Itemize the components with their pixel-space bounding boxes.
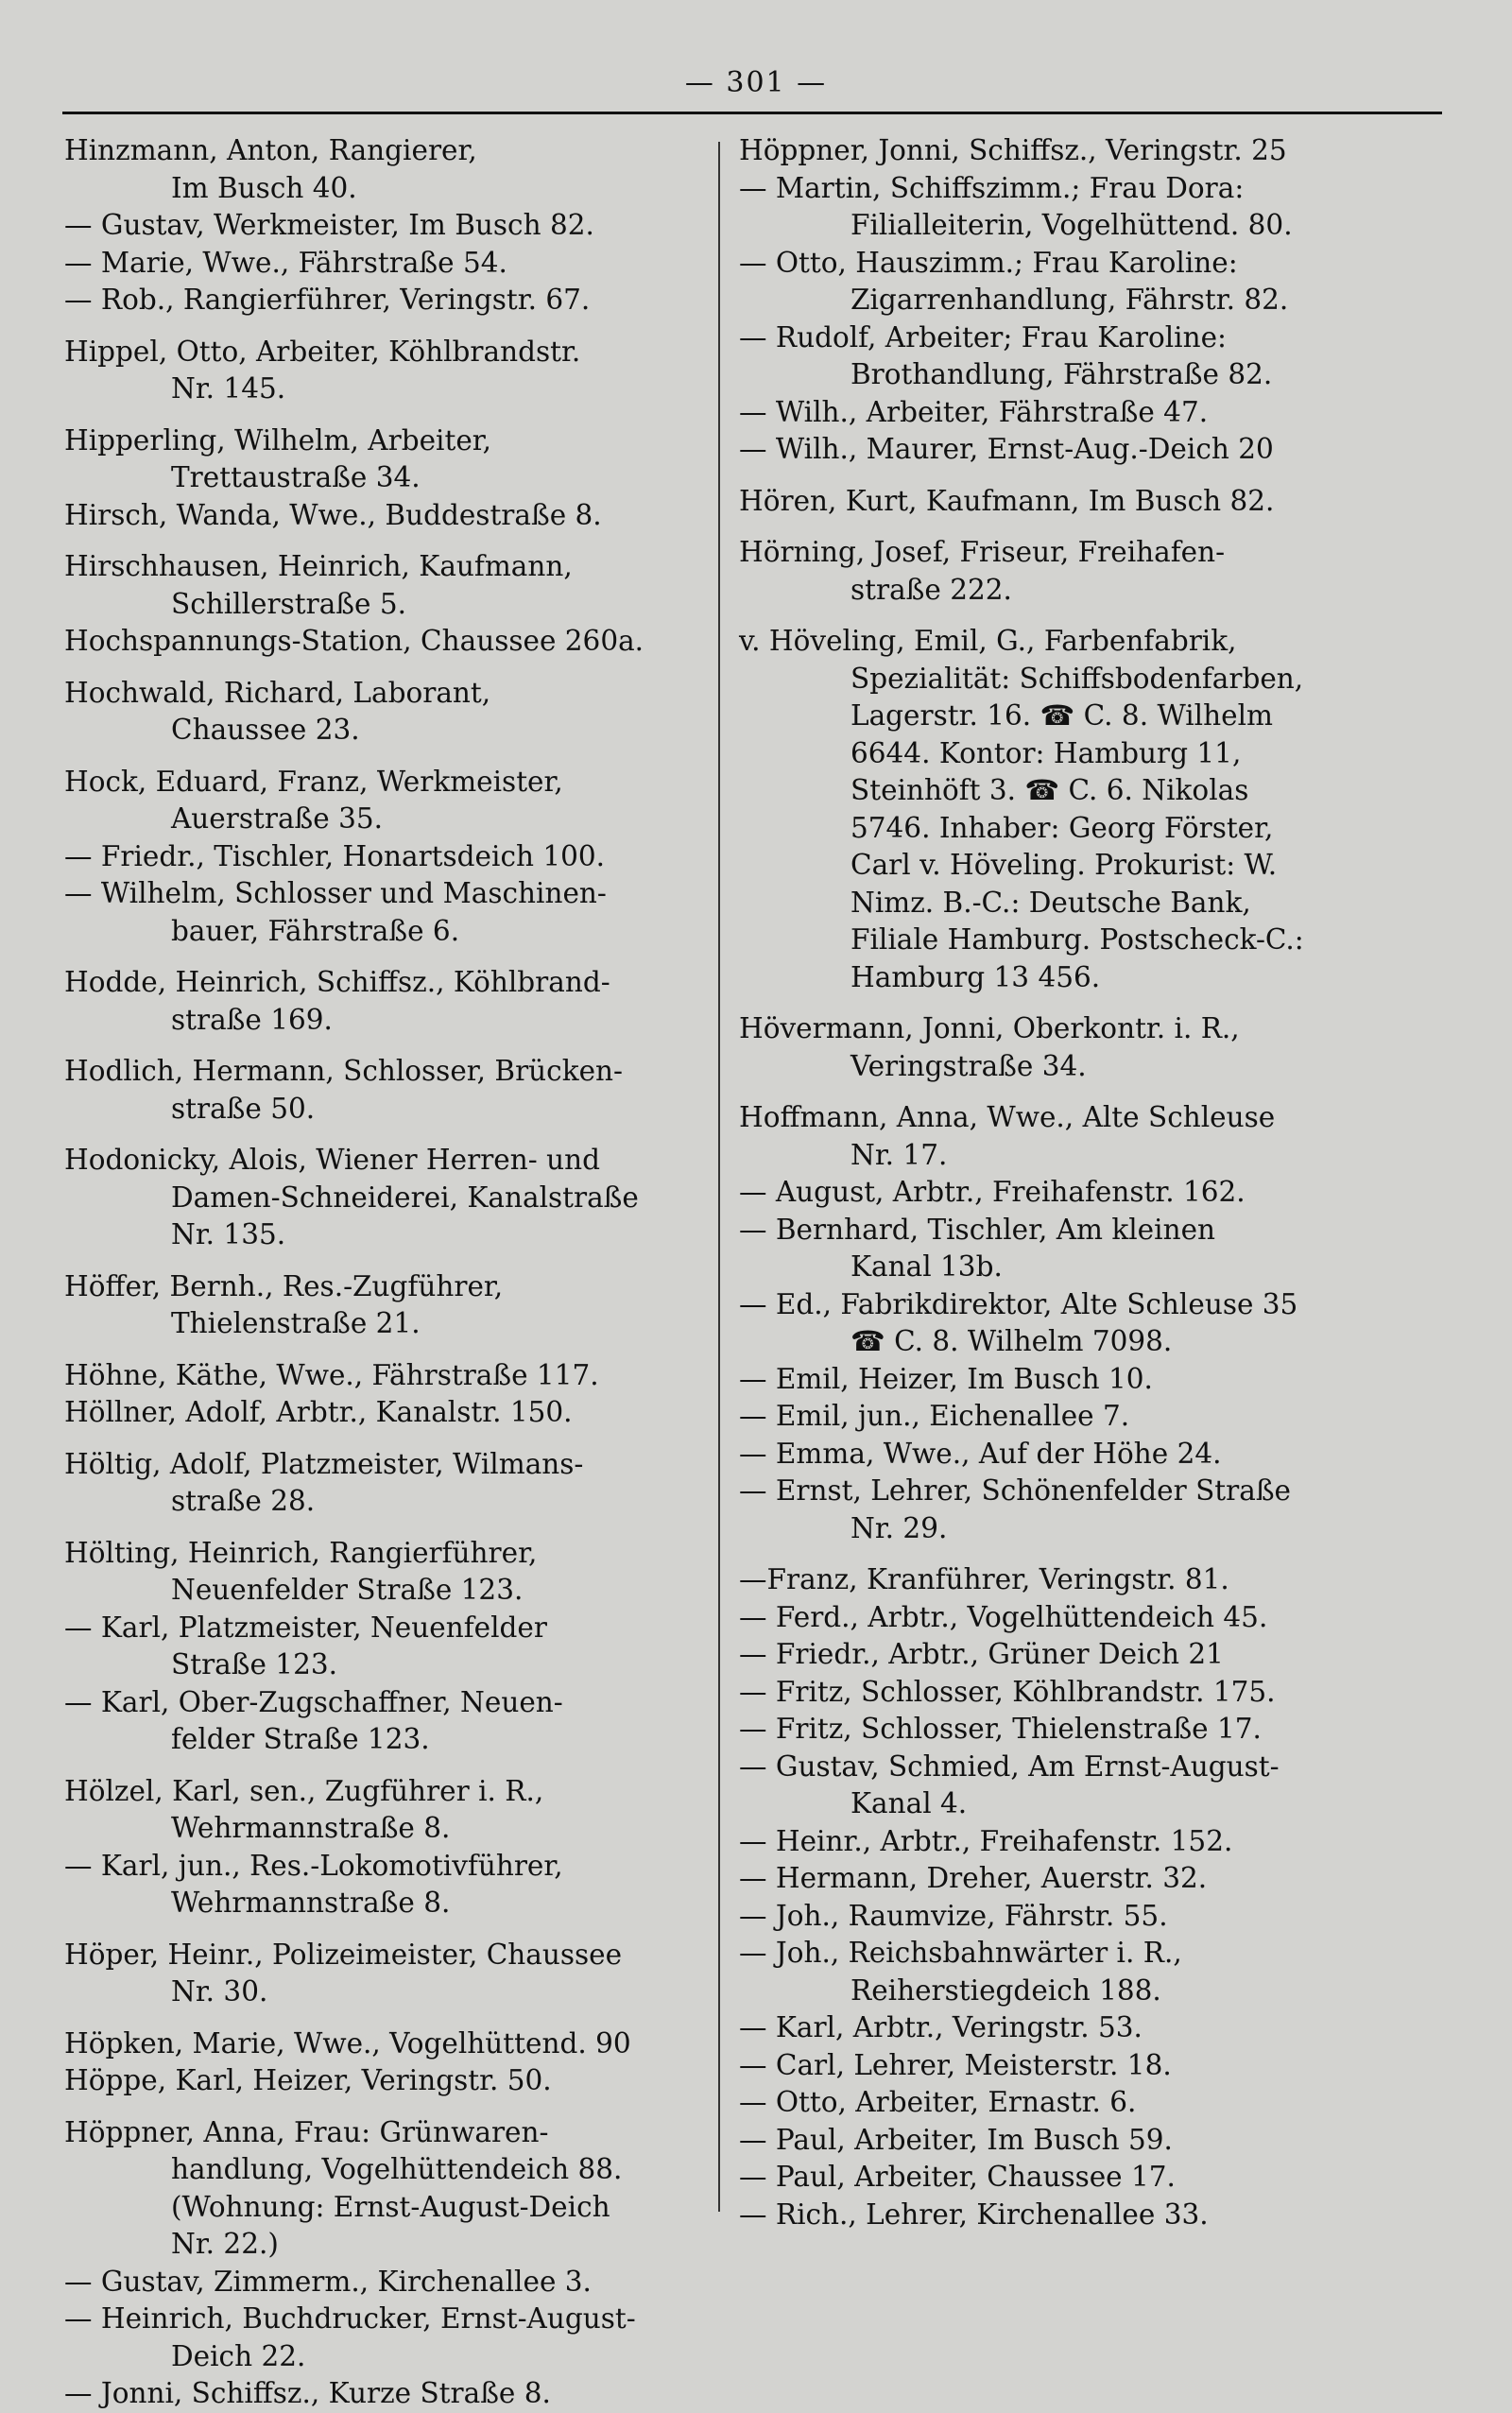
directory-entry <box>64 245 726 283</box>
entry-continuation-line: Nimz. B.-C.: Deutsche Bank, <box>850 886 1251 919</box>
entry-line: — Rich., Lehrer, Kirchenallee 33. <box>739 2198 1209 2231</box>
directory-entry <box>64 2025 726 2063</box>
entry-line: Höppe, Karl, Heizer, Veringstr. 50. <box>64 2064 552 2096</box>
directory-entry <box>64 1394 726 1432</box>
entry-line: Hövermann, Jonni, Oberkontr. i. R., <box>739 1012 1240 1044</box>
right-column <box>739 132 1400 2233</box>
entry-continuation-line: Hamburg 13 456. <box>850 960 1101 993</box>
entry-continuation-line: Reiherstiegdeich 188. <box>850 1973 1161 2007</box>
directory-entry <box>739 1823 1400 1861</box>
directory-entry <box>64 1848 726 1922</box>
entry-continuation-line: Damen-Schneiderei, Kanalstraße <box>171 1181 639 1214</box>
directory-entry <box>64 207 726 245</box>
entry-line: — Joh., Reichsbahnwärter i. R., <box>739 1937 1182 1969</box>
entry-continuation-line: Nr. 29. <box>850 1511 948 1544</box>
entry-line: — Rob., Rangierführer, Veringstr. 67. <box>64 284 591 316</box>
directory-entry <box>64 497 726 535</box>
directory-entry <box>64 1684 726 1759</box>
directory-entry <box>739 1398 1400 1436</box>
directory-entry <box>739 1436 1400 1474</box>
directory-entry <box>739 170 1400 245</box>
entry-line: — Wilh., Arbeiter, Fährstraße 47. <box>739 395 1209 428</box>
directory-entry <box>64 1268 726 1343</box>
entry-line: Hoffmann, Anna, Wwe., Alte Schleuse <box>739 1101 1276 1133</box>
entry-line: — Karl, Ober-Zugschaffner, Neuen- <box>64 1685 563 1718</box>
directory-entry <box>739 2084 1400 2122</box>
directory-entry <box>64 1053 726 1128</box>
header-rule <box>62 112 1442 114</box>
entry-line: Höppner, Anna, Frau: Grünwaren- <box>64 2115 549 2148</box>
entry-continuation-line: Nr. 17. <box>850 1138 948 1171</box>
directory-entry <box>64 2114 726 2264</box>
entry-line: Höllner, Adolf, Arbtr., Kanalstr. 150. <box>64 1396 573 1428</box>
entry-continuation-line: Filialleiterin, Vogelhüttend. 80. <box>850 209 1293 241</box>
directory-entry <box>64 764 726 838</box>
entry-line: — Ferd., Arbtr., Vogelhüttendeich 45. <box>739 1600 1268 1633</box>
entry-line: Hochspannungs-Station, Chaussee 260a. <box>64 625 644 657</box>
entry-continuation-line: Nr. 22.) <box>171 2228 279 2260</box>
entry-line: — Karl, Platzmeister, Neuenfelder <box>64 1611 547 1644</box>
entry-line: Höpken, Marie, Wwe., Vogelhüttend. 90 <box>64 2026 631 2060</box>
directory-entry <box>739 1212 1400 1286</box>
entry-continuation-line: Chaussee 23. <box>171 714 360 746</box>
directory-entry <box>739 1174 1400 1212</box>
entry-line: — Ed., Fabrikdirektor, Alte Schleuse 35 <box>739 1287 1298 1320</box>
directory-entry <box>739 1286 1400 1361</box>
directory-entry <box>64 132 726 207</box>
directory-entry <box>739 2159 1400 2197</box>
entry-continuation-line: Nr. 135. <box>171 1218 286 1250</box>
entry-continuation-line: Wehrmannstraße 8. <box>171 1887 451 1919</box>
directory-entry <box>739 2047 1400 2085</box>
entry-continuation-line: Zigarrenhandlung, Fährstr. 82. <box>850 284 1289 316</box>
entry-line: — Marie, Wwe., Fährstraße 54. <box>64 246 507 279</box>
entry-line: — Friedr., Tischler, Honartsdeich 100. <box>64 839 606 872</box>
directory-entry <box>739 2197 1400 2234</box>
entry-line: — Heinrich, Buchdrucker, Ernst-August- <box>64 2302 636 2335</box>
directory-entry <box>64 1142 726 1254</box>
directory-entry <box>64 838 726 876</box>
entry-line: — Martin, Schiffszimm.; Frau Dora: <box>739 171 1245 204</box>
entry-line: — Gustav, Schmied, Am Ernst-August- <box>739 1749 1280 1783</box>
entry-line: — Gustav, Zimmerm., Kirchenallee 3. <box>64 2265 592 2298</box>
entry-line: — Carl, Lehrer, Meisterstr. 18. <box>739 2048 1172 2081</box>
entry-line: Höltig, Adolf, Platzmeister, Wilmans- <box>64 1447 584 1480</box>
entry-line: — Gustav, Werkmeister, Im Busch 82. <box>64 209 594 241</box>
directory-entry <box>739 483 1400 521</box>
entry-line: — Paul, Arbeiter, Im Busch 59. <box>739 2123 1173 2156</box>
directory-entry <box>64 964 726 1039</box>
entry-continuation-line: ☎ C. 8. Wilhelm 7098. <box>850 1325 1173 1357</box>
directory-entry <box>64 1357 726 1395</box>
entry-continuation-line: 6644. Kontor: Hamburg 11, <box>850 736 1242 769</box>
entry-line: — Wilhelm, Schlosser und Maschinen- <box>64 877 607 909</box>
entry-continuation-line: Veringstraße 34. <box>850 1049 1087 1082</box>
entry-line: Hippel, Otto, Arbeiter, Köhlbrandstr. <box>64 335 581 368</box>
directory-entry <box>739 1636 1400 1674</box>
entry-continuation-line: Wehrmannstraße 8. <box>171 1812 451 1844</box>
entry-line: — Wilh., Maurer, Ernst-Aug.-Deich 20 <box>739 433 1274 465</box>
entry-continuation-line: straße 222. <box>850 573 1012 606</box>
entry-continuation-line: Kanal 13b. <box>850 1250 1003 1283</box>
entry-line: Höffer, Bernh., Res.-Zugführer, <box>64 1269 504 1302</box>
entry-continuation-line: Lagerstr. 16. ☎ C. 8. Wilhelm <box>850 699 1273 732</box>
entry-continuation-line: straße 28. <box>171 1485 316 1517</box>
entry-line: Höppner, Jonni, Schiffsz., Veringstr. 25 <box>739 134 1287 166</box>
entry-line: — Friedr., Arbtr., Grüner Deich 21 <box>739 1638 1224 1670</box>
entry-line: — Fritz, Schlosser, Thielenstraße 17. <box>739 1713 1262 1745</box>
entry-line: — Emil, jun., Eichenallee 7. <box>739 1400 1130 1432</box>
entry-line: Hodde, Heinrich, Schiffsz., Köhlbrand- <box>64 966 610 998</box>
entry-line: Hirsch, Wanda, Wwe., Buddestraße 8. <box>64 498 602 531</box>
entry-line: Hipperling, Wilhelm, Arbeiter, <box>64 423 492 457</box>
entry-line: — Paul, Arbeiter, Chaussee 17. <box>739 2161 1176 2193</box>
entry-continuation-line: Nr. 30. <box>171 1975 268 2008</box>
directory-entry <box>739 2009 1400 2047</box>
directory-entry <box>739 319 1400 394</box>
directory-entry <box>739 1674 1400 1712</box>
entry-continuation-line: Steinhöft 3. ☎ C. 6. Nikolas <box>850 774 1249 806</box>
directory-entry <box>739 1599 1400 1637</box>
page-number: — 301 — <box>684 66 828 99</box>
entry-continuation-line: bauer, Fährstraße 6. <box>171 914 460 947</box>
entry-line: Hochwald, Richard, Laborant, <box>64 676 491 709</box>
directory-entry <box>64 2264 726 2301</box>
entry-continuation-line: Neuenfelder Straße 123. <box>171 1574 524 1606</box>
directory-entry <box>739 1099 1400 1174</box>
directory-entry <box>64 334 726 408</box>
entry-line: Hölzel, Karl, sen., Zugführer i. R., <box>64 1774 544 1807</box>
directory-entry <box>64 1937 726 2011</box>
entry-continuation-line: straße 169. <box>171 1003 333 1036</box>
entry-continuation-line: Filiale Hamburg. Postscheck-C.: <box>850 923 1304 956</box>
directory-entry <box>64 548 726 623</box>
directory-entry <box>739 1561 1400 1599</box>
entry-line: — Rudolf, Arbeiter; Frau Karoline: <box>739 320 1227 353</box>
directory-entry <box>739 1010 1400 1085</box>
directory-entry <box>739 623 1400 996</box>
entry-line: Höper, Heinr., Polizeimeister, Chaussee <box>64 1938 623 1971</box>
directory-entry <box>64 2062 726 2100</box>
entry-line: — Karl, jun., Res.-Lokomotivführer, <box>64 1849 563 1882</box>
entry-line: — Otto, Arbeiter, Ernastr. 6. <box>739 2086 1137 2118</box>
entry-line: v. Höveling, Emil, G., Farbenfabrik, <box>739 625 1237 657</box>
directory-entry <box>64 623 726 661</box>
entry-line: Hören, Kurt, Kaufmann, Im Busch 82. <box>739 484 1275 517</box>
entry-continuation-line: felder Straße 123. <box>171 1723 430 1755</box>
directory-entry <box>739 1935 1400 2009</box>
entry-continuation-line: (Wohnung: Ernst-August-Deich <box>171 2190 610 2223</box>
directory-entry <box>739 394 1400 432</box>
directory-entry <box>739 245 1400 319</box>
left-column <box>64 132 726 2413</box>
directory-entry <box>64 675 726 750</box>
directory-entry <box>739 1361 1400 1399</box>
entry-continuation-line: Kanal 4. <box>850 1787 968 1819</box>
entry-continuation-line: Nr. 145. <box>171 372 286 405</box>
entry-continuation-line: Auerstraße 35. <box>171 802 384 835</box>
entry-continuation-line: Im Busch 40. <box>171 171 357 204</box>
entry-line: — Joh., Raumvize, Fährstr. 55. <box>739 1899 1168 1932</box>
entry-continuation-line: straße 50. <box>171 1092 316 1125</box>
directory-entry <box>739 1898 1400 1936</box>
directory-entry <box>739 431 1400 469</box>
entry-continuation-line: handlung, Vogelhüttendeich 88. <box>171 2153 623 2185</box>
directory-entry <box>739 2122 1400 2160</box>
entry-line: — Emma, Wwe., Auf der Höhe 24. <box>739 1437 1222 1470</box>
directory-entry <box>64 1535 726 1610</box>
directory-entry <box>739 1711 1400 1749</box>
entry-line: Hodlich, Hermann, Schlosser, Brücken- <box>64 1055 623 1087</box>
directory-entry <box>64 1446 726 1521</box>
entry-continuation-line: Deich 22. <box>171 2339 306 2372</box>
entry-line: Hodonicky, Alois, Wiener Herren- und <box>64 1144 600 1176</box>
entry-line: Hock, Eduard, Franz, Werkmeister, <box>64 765 563 798</box>
directory-entry <box>64 875 726 950</box>
entry-continuation-line: Brothandlung, Fährstraße 82. <box>850 358 1273 390</box>
entry-continuation-line: Thielenstraße 21. <box>171 1307 421 1339</box>
entry-line: — Bernhard, Tischler, Am kleinen <box>739 1213 1216 1246</box>
directory-entry <box>739 534 1400 609</box>
entry-line: Hirschhausen, Heinrich, Kaufmann, <box>64 550 573 582</box>
entry-line: — Hermann, Dreher, Auerstr. 32. <box>739 1862 1208 1894</box>
entry-line: Hörning, Josef, Friseur, Freihafen- <box>739 536 1226 568</box>
directory-entry <box>64 2375 726 2413</box>
directory-entry <box>64 422 726 497</box>
entry-line: — Emil, Heizer, Im Busch 10. <box>739 1362 1153 1395</box>
directory-entry <box>64 1610 726 1684</box>
entry-line: Hinzmann, Anton, Rangierer, <box>64 134 477 166</box>
entry-line: — Karl, Arbtr., Veringstr. 53. <box>739 2011 1143 2043</box>
directory-entry <box>739 1473 1400 1547</box>
entry-continuation-line: 5746. Inhaber: Georg Förster, <box>850 811 1274 844</box>
directory-entry <box>64 2301 726 2375</box>
entry-line: — August, Arbtr., Freihafenstr. 162. <box>739 1176 1246 1208</box>
entry-line: —Franz, Kranführer, Veringstr. 81. <box>739 1563 1229 1595</box>
entry-line: — Heinr., Arbtr., Freihafenstr. 152. <box>739 1824 1233 1857</box>
entry-continuation-line: Schillerstraße 5. <box>171 587 406 620</box>
entry-line: — Fritz, Schlosser, Köhlbrandstr. 175. <box>739 1675 1276 1708</box>
entry-continuation-line: Carl v. Höveling. Prokurist: W. <box>850 849 1278 881</box>
directory-entry <box>64 1773 726 1848</box>
entry-line: Hölting, Heinrich, Rangierführer, <box>64 1536 538 1569</box>
directory-entry <box>739 1860 1400 1898</box>
directory-entry <box>739 132 1400 170</box>
entry-line: — Otto, Hauszimm.; Frau Karoline: <box>739 246 1238 279</box>
entry-line: — Ernst, Lehrer, Schönenfelder Straße <box>739 1474 1291 1507</box>
directory-entry <box>739 1749 1400 1823</box>
entry-line: — Jonni, Schiffsz., Kurze Straße 8. <box>64 2377 551 2409</box>
entry-continuation-line: Trettaustraße 34. <box>171 461 421 493</box>
entry-continuation-line: Straße 123. <box>171 1648 337 1680</box>
directory-entry <box>64 282 726 319</box>
entry-continuation-line: Spezialität: Schiffsbodenfarben, <box>850 662 1304 695</box>
entry-line: Höhne, Käthe, Wwe., Fährstraße 117. <box>64 1358 599 1391</box>
